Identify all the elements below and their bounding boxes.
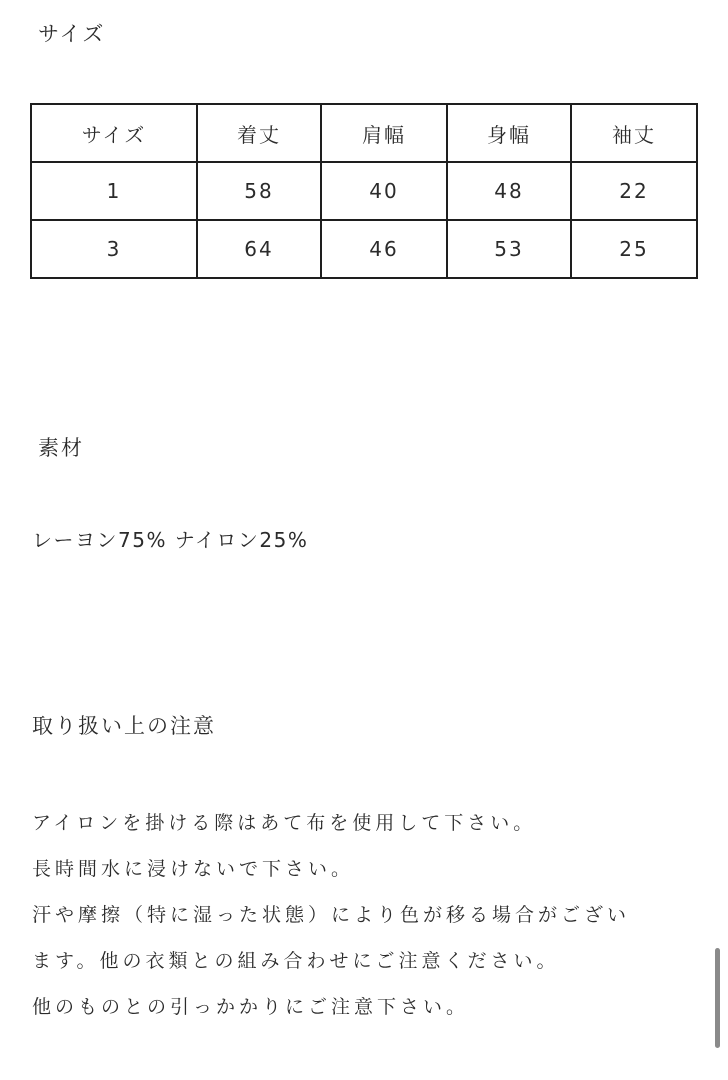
table-cell: 64 — [197, 220, 321, 278]
care-instruction-line: 長時間水に浸けないで下さい。 — [32, 858, 355, 880]
size-table-header-row — [31, 104, 697, 162]
material-text: レーヨン75% ナイロン25% — [32, 528, 309, 552]
vertical-scrollbar[interactable] — [715, 948, 720, 1048]
care-instruction-line: 他のものとの引っかかりにご注意下さい。 — [32, 996, 470, 1018]
table-cell: 53 — [447, 220, 571, 278]
header-length: 着丈 — [197, 104, 321, 162]
table-cell: 3 — [31, 220, 197, 278]
care-instruction-line: 汗や摩擦（特に湿った状態）により色が移る場合がござい — [32, 904, 631, 926]
size-heading: サイズ — [38, 22, 106, 46]
header-size: サイズ — [31, 104, 197, 162]
table-cell: 1 — [31, 162, 197, 220]
table-cell: 22 — [571, 162, 697, 220]
header-sleeve: 袖丈 — [571, 104, 697, 162]
material-heading: 素材 — [38, 436, 84, 460]
table-row — [31, 220, 697, 278]
table-cell: 58 — [197, 162, 321, 220]
header-chest: 身幅 — [447, 104, 571, 162]
table-row — [31, 162, 697, 220]
care-instruction-line: ます。他の衣類との組み合わせにご注意ください。 — [32, 950, 560, 972]
size-table — [30, 103, 698, 279]
table-cell: 46 — [321, 220, 447, 278]
care-instruction-line: アイロンを掛ける際はあて布を使用して下さい。 — [32, 812, 537, 834]
header-shoulder: 肩幅 — [321, 104, 447, 162]
care-instructions-list — [32, 800, 630, 1030]
care-heading: 取り扱い上の注意 — [32, 714, 216, 738]
table-cell: 48 — [447, 162, 571, 220]
table-cell: 25 — [571, 220, 697, 278]
table-cell: 40 — [321, 162, 447, 220]
